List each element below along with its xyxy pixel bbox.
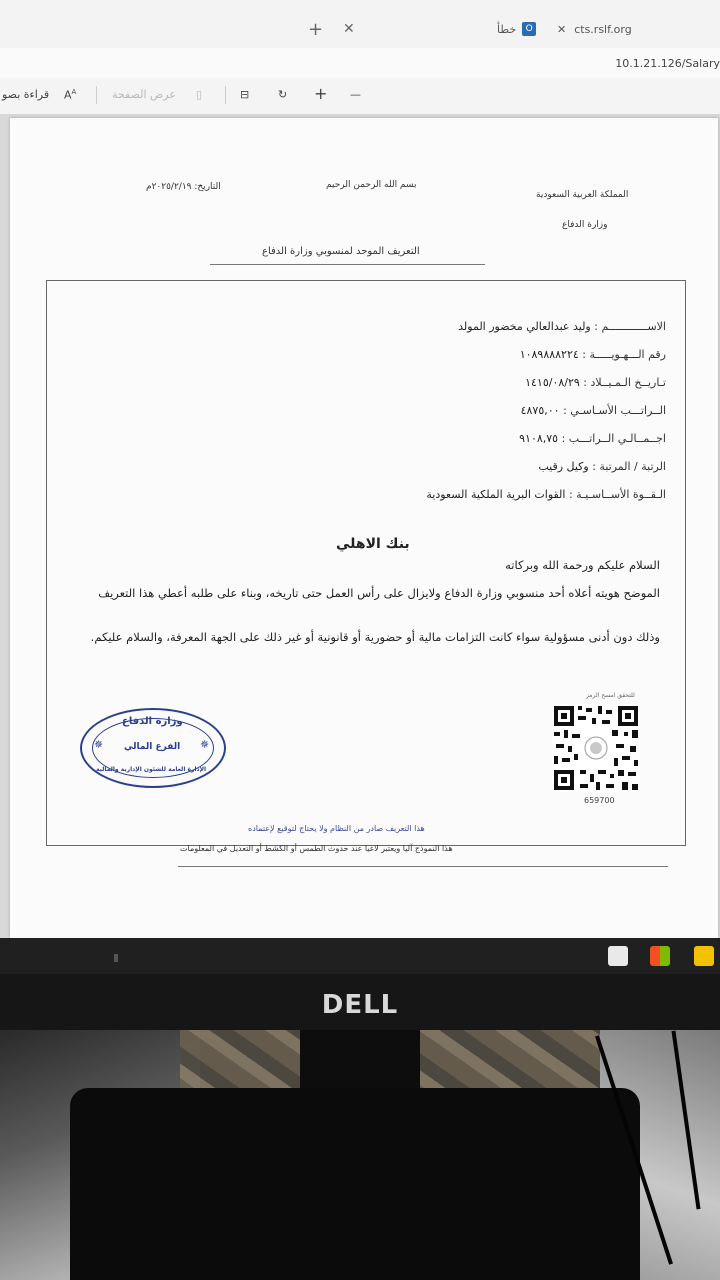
toolbar-divider	[96, 86, 97, 104]
stamp-middle-text: الفرع المالي	[124, 742, 181, 752]
fit-page-icon[interactable]: ⊟	[240, 88, 250, 101]
outlook-icon: O	[522, 22, 536, 36]
pdf-page	[10, 118, 718, 938]
zoom-out-button[interactable]: —	[350, 88, 361, 101]
body-line-1: الموضح هويته أعلاه أحد منسوبي وزارة الدفاع ولايزال على رأس العمل حتى تاريخه، وبناء على طلبه أعطي هذا التعريف	[98, 586, 660, 600]
qr-number: 659700	[584, 796, 615, 805]
field-rank: الرتبة / المرتبة : وكيل رقيب	[538, 460, 666, 473]
tab-bar	[0, 0, 720, 49]
qr-code-icon[interactable]	[552, 704, 640, 792]
text-size-icon[interactable]: $A^A$	[64, 88, 77, 102]
palm-icon: ✵	[200, 738, 210, 751]
stamp-top-text: وزارة الدفاع	[122, 716, 183, 727]
taskbar-mark	[114, 954, 118, 962]
new-tab-button[interactable]: +	[308, 18, 324, 40]
page-view-button[interactable]: عرض الصفحة	[112, 88, 176, 101]
tab-error-label: خطأ	[497, 22, 517, 36]
folder-icon[interactable]	[694, 946, 714, 966]
field-force: الـقــوة الأســاسـيـة : القوات البرية الملكية السعودية	[426, 488, 666, 501]
body-line-2: وذلك دون أدنى مسؤولية سواء كانت التزامات مالية أو حضورية أو قانونية أو غير ذلك على الجهة المعرفة، والسلام عليكم.	[90, 630, 660, 644]
footer-note-2: هذا النموذج آليا ويعتبر لاغيا عند حدوث الطمس أو الكشط أو التعديل في المعلومات	[180, 844, 453, 853]
dell-logo: DELL	[321, 990, 399, 1020]
toolbar-divider	[225, 86, 226, 104]
stamp-bottom-text: الإدارة العامة للشئون الإدارية والمالية	[96, 766, 207, 773]
header-ministry: وزارة الدفاع	[562, 220, 608, 230]
address-bar[interactable]	[0, 48, 720, 79]
page-icon[interactable]: ▯	[196, 88, 203, 101]
title-underline	[210, 264, 485, 265]
tab-error[interactable]	[497, 14, 536, 44]
close-icon[interactable]: ✕	[557, 22, 567, 36]
greeting: السلام عليكم ورحمة الله وبركاته	[505, 558, 660, 572]
official-stamp	[80, 708, 226, 788]
url-text[interactable]: 10.1.21.126/Salary	[615, 57, 720, 70]
field-basic-salary: الــراتـــب الأسـاسـي : ٤٨٧٥,٠٠	[520, 404, 666, 417]
document-title: التعريف الموحد لمنسوبي وزارة الدفاع	[262, 246, 420, 257]
bank-name: بنك الاهلي	[336, 536, 410, 552]
read-aloud-button[interactable]: قراءة بصو	[2, 88, 50, 101]
qr-label: للتحقق امسح الرمز	[586, 692, 635, 699]
rotate-icon[interactable]: ↻	[278, 88, 288, 101]
field-birthdate: تـاريــخ الـمـيــلاد : ١٤١٥/٠٨/٢٩	[525, 376, 666, 389]
monitor-bezel	[0, 974, 720, 1030]
palm-icon: ✵	[94, 738, 104, 751]
taskbar	[0, 938, 720, 974]
tab-site[interactable]	[557, 14, 632, 44]
tab-site-label: cts.rslf.org	[574, 22, 632, 36]
close-tab-button[interactable]: ✕	[343, 21, 355, 37]
header-kingdom: المملكة العربية السعودية	[536, 190, 629, 200]
monitor-stand-base	[70, 1088, 640, 1280]
field-id: رقم الـــهـويـــــة : ١٠٨٩٨٨٨٢٢٤	[519, 348, 666, 361]
header-date: التاريخ: ٢٠٢٥/٢/١٩م	[146, 182, 221, 192]
footer-note-1: هذا التعريف صادر من النظام ولا يحتاج لتوقيع لإعتماده	[248, 824, 425, 833]
field-name: الاســــــــــــم : وليد عبدالعالي مخضور المولد	[458, 320, 666, 333]
store-icon[interactable]	[650, 946, 670, 966]
mail-icon[interactable]	[608, 946, 628, 966]
header-basmala: بسم الله الرحمن الرحيم	[326, 180, 417, 190]
field-total-salary: اجــمــالـي الــراتـــب : ٩١٠٨,٧٥	[519, 432, 666, 445]
pdf-toolbar	[0, 78, 720, 115]
footer-rule	[178, 866, 668, 867]
zoom-in-button[interactable]: +	[314, 84, 328, 103]
